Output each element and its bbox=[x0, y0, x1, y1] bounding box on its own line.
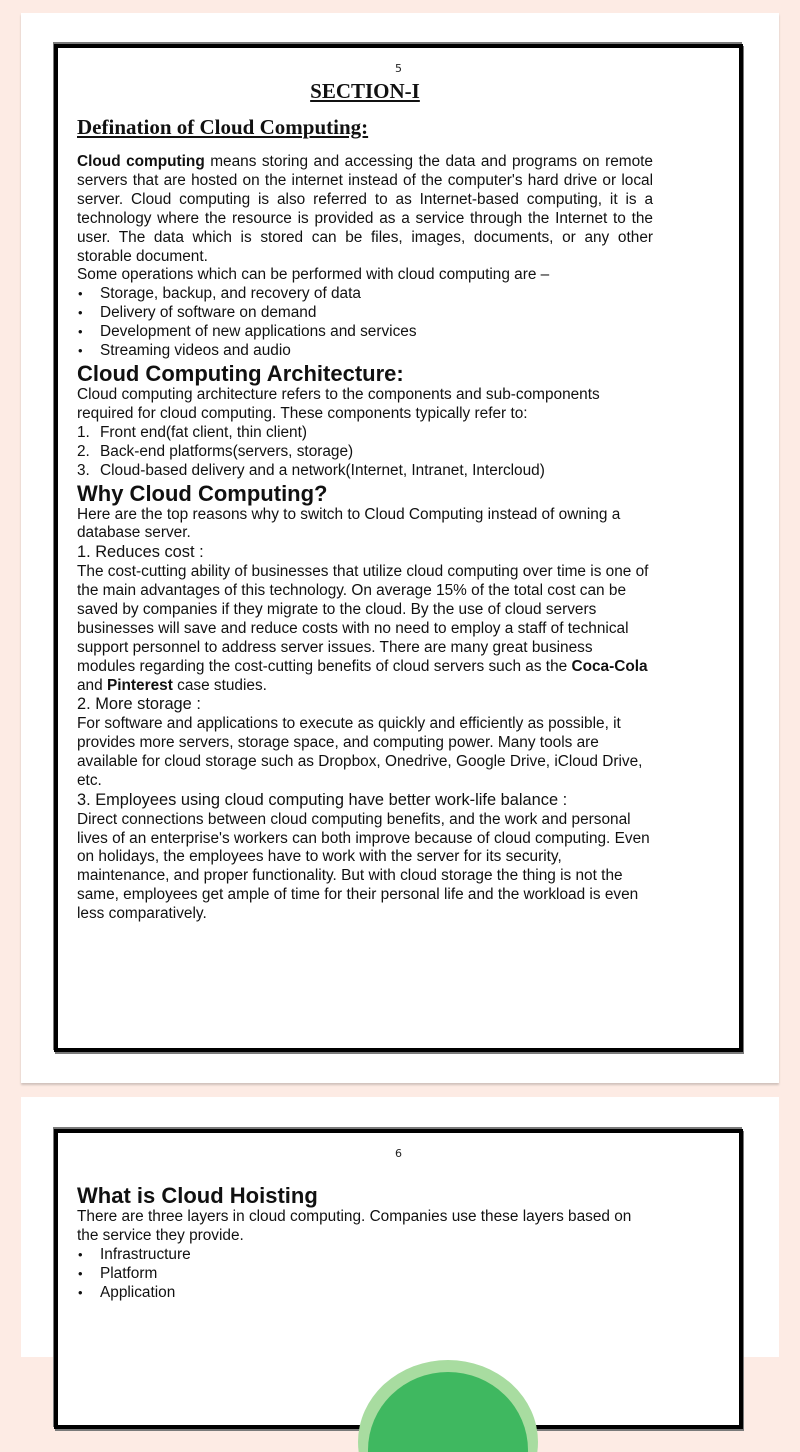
list-item: • Application bbox=[77, 1284, 653, 1303]
list-text: Back-end platforms(servers, storage) bbox=[100, 442, 354, 460]
definition-paragraph bbox=[77, 153, 653, 266]
list-item: • Infrastructure bbox=[77, 1246, 653, 1265]
operations-lead: Some operations which can be performed with cloud computing are – bbox=[77, 266, 550, 284]
list-item: • Storage, backup, and recovery of data bbox=[77, 285, 653, 304]
reason-text: and bbox=[77, 676, 107, 694]
hosting-intro: There are three layers in cloud computing. Companies use these layers based on the service they provide. bbox=[77, 1208, 632, 1244]
reason-text: case studies. bbox=[172, 676, 267, 694]
architecture-intro: Cloud computing architecture refers to the components and sub-components required for cloud computing. These components typically refer to: bbox=[77, 385, 600, 422]
list-item: • Streaming videos and audio bbox=[77, 342, 653, 361]
list-number: 2. bbox=[77, 442, 90, 460]
list-number: 3. bbox=[77, 461, 90, 479]
page-content bbox=[77, 1183, 653, 1303]
reason-body: For software and applications to execute as quickly and efficiently as possible, it provides more servers, storage space, and computing power. Many tools are available for cloud storage such as Dropbox, Onedrive, Google Drive, iCloud Drive, etc. bbox=[77, 715, 643, 789]
hosting-heading: What is Cloud Hoisting bbox=[77, 1183, 318, 1208]
page-number: 5 bbox=[395, 62, 402, 75]
list-item bbox=[77, 462, 653, 481]
reason-title: 1. Reduces cost : bbox=[77, 543, 204, 562]
why-heading: Why Cloud Computing? bbox=[77, 480, 328, 506]
case-study-name: Pinterest bbox=[106, 676, 173, 694]
list-number: 1. bbox=[77, 423, 90, 441]
page-content bbox=[77, 79, 653, 924]
layers-list bbox=[77, 1246, 653, 1303]
document-page bbox=[21, 1097, 779, 1357]
list-text: Front end(fat client, thin client) bbox=[100, 423, 308, 441]
reason-body: Direct connections between cloud computing benefits, and the work and personal lives of an enterprise's workers can both improve because of cloud computing. Even on holidays, the employees have to work with the server for its security, maintenance, and proper functionality. But with cloud storage the thing is not the same, employees get ample of time for their personal life and the workload is even less comparatively. bbox=[77, 810, 650, 923]
definition-heading: Defination of Cloud Computing: bbox=[77, 115, 369, 139]
architecture-list bbox=[77, 424, 653, 481]
reason-title: 3. Employees using cloud computing have better work-life balance : bbox=[77, 790, 568, 809]
list-item: • Platform bbox=[77, 1265, 653, 1284]
architecture-heading: Cloud Computing Architecture: bbox=[77, 360, 404, 386]
reason-text: The cost-cutting ability of businesses that utilize cloud computing over time is one of the main advantages of this technology. On average 15% of the total cost can be saved by companies if they migrate to the cloud. By the use of cloud servers businesses will save and reduce costs with no need to employ a staff of technical support personnel to address server issues. There are many great business modules regarding the cost-cutting benefits of cloud servers such as the bbox=[77, 563, 649, 675]
page-number: 6 bbox=[395, 1147, 402, 1160]
list-item bbox=[77, 443, 653, 462]
layered-cloud-diagram-icon bbox=[351, 1332, 541, 1452]
list-item: • Delivery of software on demand bbox=[77, 304, 653, 323]
definition-text: means storing and accessing the data and programs on remote servers that are hosted on the internet instead of the computer's hard drive or local server. Cloud computing is also referred to as Internet-based computing, it is a technology where the resource is provided as a service through the Internet to the user. The data which is stored can be files, images, documents, or any other storable document. bbox=[77, 153, 653, 265]
case-study-name: Coca-Cola bbox=[571, 657, 648, 675]
why-intro: Here are the top reasons why to switch to Cloud Computing instead of owning a database server. bbox=[77, 505, 621, 542]
operations-list bbox=[77, 285, 653, 361]
list-text: Cloud-based delivery and a network(Internet, Intranet, Intercloud) bbox=[100, 461, 545, 479]
reason-body bbox=[77, 563, 653, 695]
definition-term: Cloud computing bbox=[77, 153, 205, 170]
document-page bbox=[21, 13, 779, 1083]
section-title: SECTION-I bbox=[310, 79, 420, 103]
reason-title: 2. More storage : bbox=[77, 695, 201, 714]
list-item: • Development of new applications and services bbox=[77, 323, 653, 342]
list-item bbox=[77, 424, 653, 443]
